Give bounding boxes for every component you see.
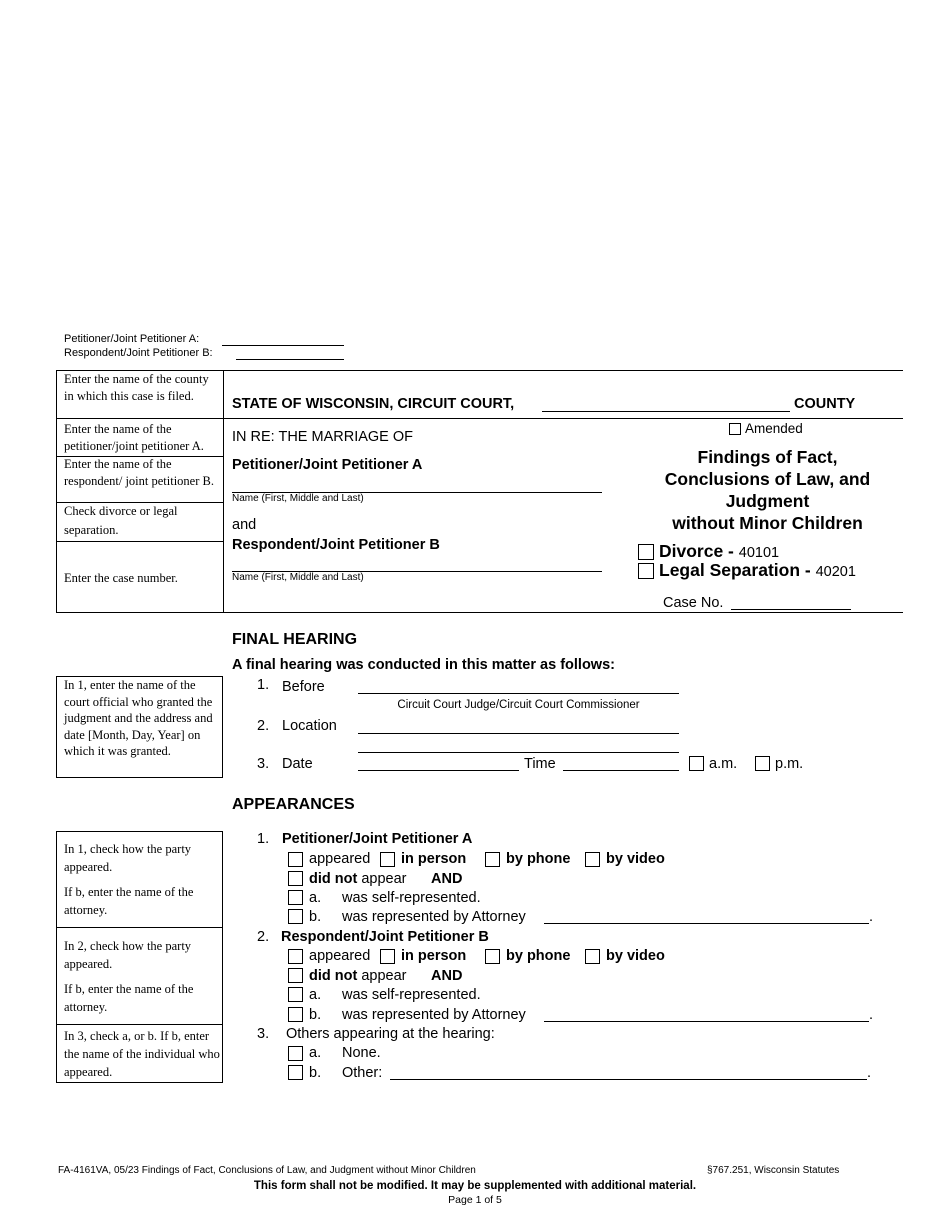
p1-opt-b: b. bbox=[309, 909, 322, 925]
form-title-line-1: Findings of Fact, bbox=[697, 447, 838, 467]
divorce-code: 40101 bbox=[738, 545, 780, 561]
petitioner-a-label: Petitioner/Joint Petitioner A bbox=[232, 457, 423, 473]
p1-opt-a: a. bbox=[309, 890, 322, 906]
county-help: Enter the name of the county in which this case is filed. bbox=[64, 372, 209, 403]
footer-page: Page 1 of 5 bbox=[448, 1194, 502, 1206]
appearances-help-divider-2 bbox=[56, 1024, 223, 1025]
location-label: Location bbox=[282, 718, 337, 734]
appear-item-3-num: 3. bbox=[257, 1026, 270, 1042]
date-label: Date bbox=[282, 756, 313, 772]
type-help: Check divorce or legal separation. bbox=[64, 504, 178, 537]
p2-by-phone-label: by phone bbox=[506, 948, 571, 964]
p1-self-represented-checkbox[interactable] bbox=[288, 890, 303, 905]
p2-self-represented-checkbox[interactable] bbox=[288, 987, 303, 1002]
p2-represented-checkbox[interactable] bbox=[288, 1007, 303, 1022]
legal-separation-checkbox[interactable] bbox=[638, 563, 654, 579]
p1-represented-checkbox[interactable] bbox=[288, 909, 303, 924]
appearances-heading: APPEARANCES bbox=[232, 796, 355, 813]
p1-in-person-checkbox[interactable] bbox=[380, 852, 395, 867]
time-field[interactable] bbox=[563, 770, 679, 771]
others-other-period: . bbox=[867, 1065, 872, 1081]
am-label: a.m. bbox=[709, 756, 738, 772]
p1-appeared-checkbox[interactable] bbox=[288, 852, 303, 867]
time-label: Time bbox=[524, 756, 556, 772]
p2-self-represented-label: was self-represented. bbox=[342, 987, 481, 1003]
divorce-label: Divorce - bbox=[659, 541, 734, 561]
others-none-checkbox[interactable] bbox=[288, 1046, 303, 1061]
p2-appear-word: appear bbox=[361, 968, 407, 984]
respondent-caption-label: Respondent/Joint Petitioner B: bbox=[64, 347, 213, 359]
p2-did-not: did not bbox=[309, 968, 358, 984]
sidebar-divider-1 bbox=[56, 418, 223, 419]
p1-did-not: did not bbox=[309, 871, 358, 887]
p1-and-label: AND bbox=[431, 871, 463, 887]
p2-appeared-checkbox[interactable] bbox=[288, 949, 303, 964]
others-opt-a: a. bbox=[309, 1045, 322, 1061]
hearing-help: In 1, enter the name of the court official who granted the judgment and the address and date [Month, Day, Year] on which it was granted. bbox=[64, 678, 213, 758]
appear-petitioner-label: Petitioner/Joint Petitioner A bbox=[282, 831, 473, 847]
petitioner-help: Enter the name of the petitioner/joint petitioner A. bbox=[64, 422, 204, 453]
p2-in-person-checkbox[interactable] bbox=[380, 949, 395, 964]
p2-appeared-label: appeared bbox=[309, 948, 371, 964]
p1-attorney-period: . bbox=[869, 909, 874, 925]
pm-checkbox[interactable] bbox=[755, 756, 770, 771]
appear1-help-a: In 1, check how the party appeared. bbox=[64, 842, 192, 874]
hearing-item-2-num: 2. bbox=[257, 718, 270, 734]
others-other-label: Other: bbox=[342, 1065, 383, 1081]
others-label: Others appearing at the hearing: bbox=[286, 1026, 495, 1042]
location-field-1[interactable] bbox=[358, 733, 679, 734]
in-re-label: IN RE: THE MARRIAGE OF bbox=[232, 429, 414, 445]
p1-by-video-label: by video bbox=[606, 851, 665, 867]
p1-attorney-field[interactable] bbox=[544, 923, 869, 924]
p1-by-phone-checkbox[interactable] bbox=[485, 852, 500, 867]
header-bottom-rule bbox=[56, 612, 903, 613]
official-name-field[interactable] bbox=[358, 693, 679, 694]
p2-attorney-field[interactable] bbox=[544, 1021, 869, 1022]
others-other-checkbox[interactable] bbox=[288, 1065, 303, 1080]
appear-item-2-num: 2. bbox=[257, 929, 270, 945]
respondent-caption-field[interactable] bbox=[236, 359, 344, 360]
final-hearing-intro: A final hearing was conducted in this matter as follows: bbox=[232, 657, 615, 673]
petitioner-a-name-hint: Name (First, Middle and Last) bbox=[232, 493, 364, 504]
respondent-b-label: Respondent/Joint Petitioner B bbox=[232, 537, 440, 553]
official-hint: Circuit Court Judge/Circuit Court Commissioner bbox=[397, 699, 640, 711]
sidebar-divider-4 bbox=[56, 541, 223, 542]
sidebar-right-rule bbox=[223, 370, 224, 612]
p1-in-person-label: in person bbox=[401, 851, 467, 867]
p2-did-not-appear-checkbox[interactable] bbox=[288, 968, 303, 983]
p1-self-represented-label: was self-represented. bbox=[342, 890, 481, 906]
hearing-item-3-num: 3. bbox=[257, 756, 270, 772]
p1-by-phone-label: by phone bbox=[506, 851, 571, 867]
appear2-help-a: In 2, check how the party appeared. bbox=[64, 939, 192, 971]
appearances-help-divider-1 bbox=[56, 927, 223, 928]
case-no-label: Case No. bbox=[663, 595, 724, 611]
appear3-help: In 3, check a, or b. If b, enter the name of the individual who appeared. bbox=[64, 1029, 220, 1079]
p2-by-video-label: by video bbox=[606, 948, 665, 964]
divorce-option bbox=[659, 541, 779, 562]
others-none-label: None. bbox=[342, 1045, 381, 1061]
footer-notice: This form shall not be modified. It may be supplemented with additional material. bbox=[253, 1180, 697, 1192]
petitioner-caption-field[interactable] bbox=[222, 345, 344, 346]
others-other-field[interactable] bbox=[390, 1079, 867, 1080]
amended-label: Amended bbox=[745, 421, 803, 436]
p2-attorney-period: . bbox=[869, 1007, 874, 1023]
location-field-2[interactable] bbox=[358, 752, 679, 753]
petitioner-caption-label: Petitioner/Joint Petitioner A: bbox=[64, 333, 200, 345]
case-number-help: Enter the case number. bbox=[64, 571, 178, 585]
state-court-label: STATE OF WISCONSIN, CIRCUIT COURT, bbox=[232, 396, 515, 412]
legal-separation-option bbox=[659, 560, 856, 581]
p2-opt-a: a. bbox=[309, 987, 322, 1003]
p2-by-video-checkbox[interactable] bbox=[585, 949, 600, 964]
sidebar-left-rule bbox=[56, 370, 57, 612]
pm-label: p.m. bbox=[775, 756, 804, 772]
respondent-b-name-hint: Name (First, Middle and Last) bbox=[232, 572, 364, 583]
legal-separation-code: 40201 bbox=[815, 564, 856, 580]
p1-did-not-appear-label bbox=[309, 871, 407, 887]
form-title-line-3: Judgment bbox=[725, 491, 810, 511]
p1-did-not-appear-checkbox[interactable] bbox=[288, 871, 303, 886]
am-checkbox[interactable] bbox=[689, 756, 704, 771]
appear-item-1-num: 1. bbox=[257, 831, 270, 847]
p2-in-person-label: in person bbox=[401, 948, 467, 964]
form-title-line-2: Conclusions of Law, and bbox=[664, 469, 871, 489]
p1-by-video-checkbox[interactable] bbox=[585, 852, 600, 867]
amended-checkbox[interactable] bbox=[729, 423, 741, 435]
footer-form-id: FA-4161VA, 05/23 Findings of Fact, Conclusions of Law, and Judgment without Minor Children bbox=[58, 1165, 476, 1176]
p2-did-not-appear-label bbox=[309, 968, 407, 984]
appear2-help-b: If b, enter the name of the attorney. bbox=[64, 982, 194, 1014]
p1-represented-label: was represented by Attorney bbox=[342, 909, 526, 925]
p1-appear-word: appear bbox=[361, 871, 407, 887]
others-opt-b: b. bbox=[309, 1065, 322, 1081]
form-title bbox=[640, 446, 895, 534]
p2-represented-label: was represented by Attorney bbox=[342, 1007, 526, 1023]
respondent-help: Enter the name of the respondent/ joint petitioner B. bbox=[64, 457, 214, 488]
p2-opt-b: b. bbox=[309, 1007, 322, 1023]
form-title-line-4: without Minor Children bbox=[672, 513, 863, 533]
final-hearing-heading: FINAL HEARING bbox=[232, 631, 358, 648]
appear-respondent-label: Respondent/Joint Petitioner B bbox=[281, 929, 489, 945]
case-no-field[interactable] bbox=[731, 609, 851, 610]
legal-separation-label: Legal Separation - bbox=[659, 560, 811, 580]
p1-appeared-label: appeared bbox=[309, 851, 371, 867]
before-label: Before bbox=[282, 679, 325, 695]
hearing-item-1-num: 1. bbox=[257, 677, 270, 693]
county-field[interactable] bbox=[542, 411, 790, 412]
p2-and-label: AND bbox=[431, 968, 463, 984]
appear1-help-b: If b, enter the name of the attorney. bbox=[64, 885, 194, 917]
divorce-checkbox[interactable] bbox=[638, 544, 654, 560]
date-field[interactable] bbox=[358, 770, 519, 771]
header-mid-rule bbox=[223, 418, 903, 419]
footer-statute: §767.251, Wisconsin Statutes bbox=[707, 1165, 840, 1176]
county-label: COUNTY bbox=[794, 396, 856, 412]
p2-by-phone-checkbox[interactable] bbox=[485, 949, 500, 964]
and-label: and bbox=[232, 517, 257, 533]
